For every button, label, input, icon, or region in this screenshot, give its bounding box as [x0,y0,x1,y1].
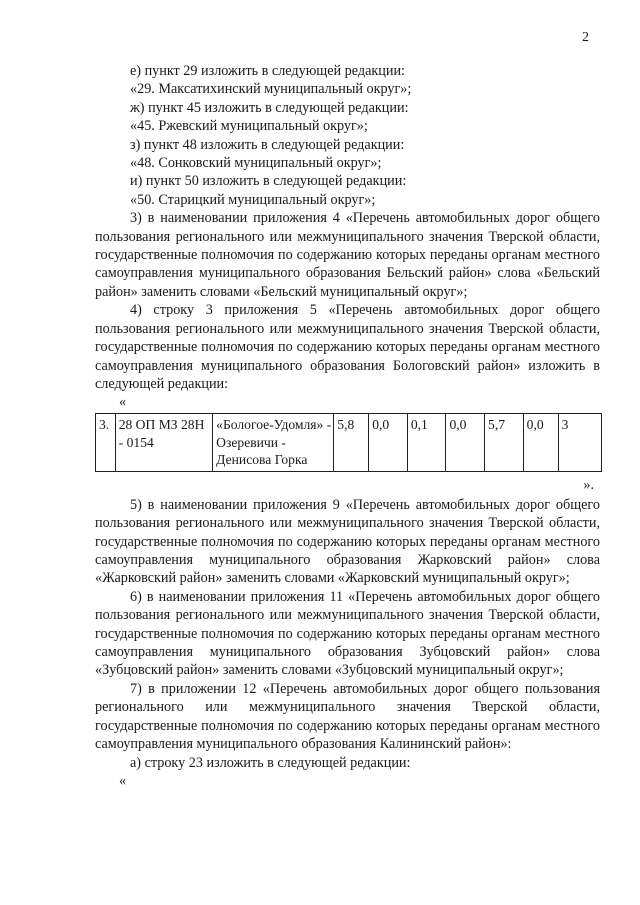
road-table [95,413,602,472]
amendment-line: «48. Сонковский муниципальный округ»; [130,155,382,172]
table-row [96,414,602,472]
road-name-line: Озеревичи - [216,434,286,450]
paragraph-7: 7) в приложении 12 «Перечень автомобильных дорог общего пользования регионального или межмуниципального значения Тверской области, государственные полномочия по содержанию которых переданы органам местного самоуправления муниципального образования Калининский район»: [95,680,600,753]
amendment-line: з) пункт 48 изложить в следующей редакции: [130,136,405,153]
opening-quote-2: « [119,772,127,789]
amendment-line: ж) пункт 45 изложить в следующей редакции: [130,99,409,116]
cell-value: 3 [558,414,601,472]
cell-value: 5,8 [334,414,369,472]
amendment-line: «50. Старицкий муниципальный округ»; [130,191,376,208]
cell-value: 0,0 [369,414,408,472]
road-code-line: - 0154 [118,434,154,450]
amendment-line: «45. Ржевский муниципальный округ»; [130,118,368,135]
amendment-line: и) пункт 50 изложить в следующей редакции: [130,173,407,190]
subitem-a: а) строку 23 изложить в следующей редакции: [130,754,411,771]
paragraph-4: 4) строку 3 приложения 5 «Перечень автомобильных дорог общего пользования регионального или межмуниципального значения Тверской области, государственные полномочия по содержанию которых переданы органам местного самоуправления муниципального образования Бологовский район» изложить в следующей редакции: [95,302,600,392]
cell-number: 3. [96,414,116,472]
paragraph-6: 6) в наименовании приложения 11 «Перечень автомобильных дорог общего пользования регионального или межмуниципального значения Тверской области, государственные полномочия по содержанию которых переданы органам местного самоуправления муниципального образования Зубцовский район» слова «Зубцовский район» заменить словами «Зубцовский муниципальный округ»; [95,588,600,679]
amendment-line: е) пункт 29 изложить в следующей редакции: [130,63,405,79]
cell-road-name [213,414,334,472]
cell-road-code [115,414,212,472]
road-name-line: Денисова Горка [216,452,308,468]
cell-value: 5,7 [485,414,524,472]
road-code-line: 28 ОП МЗ 28Н [118,417,205,433]
paragraph-3: 3) в наименовании приложения 4 «Перечень автомобильных дорог общего пользования регионального или межмуниципального значения Тверской области, государственные полномочия по содержанию которых переданы органам местного самоуправления муниципального образования Бельский район» слова «Бельский район» заменить словами «Бельский муниципальный округ»; [95,210,600,300]
page-number: 2 [582,30,589,45]
cell-value: 0,0 [446,414,485,472]
cell-value: 0,0 [523,414,558,472]
amendment-line: «29. Максатихинский муниципальный округ»; [130,81,412,98]
document-body [95,62,600,792]
paragraph-5: 5) в наименовании приложения 9 «Перечень автомобильных дорог общего пользования регионального или межмуниципального значения Тверской области, государственные полномочия по содержанию которых переданы органам местного самоуправления муниципального образования Жарковский район» слова «Жарковский район» заменить словами «Жарковский муниципальный округ»; [95,496,600,587]
closing-quote: ». [583,476,594,493]
opening-quote: « [119,394,127,411]
cell-value: 0,1 [407,414,446,472]
road-name-line: «Бологое-Удомля» - [216,417,332,433]
